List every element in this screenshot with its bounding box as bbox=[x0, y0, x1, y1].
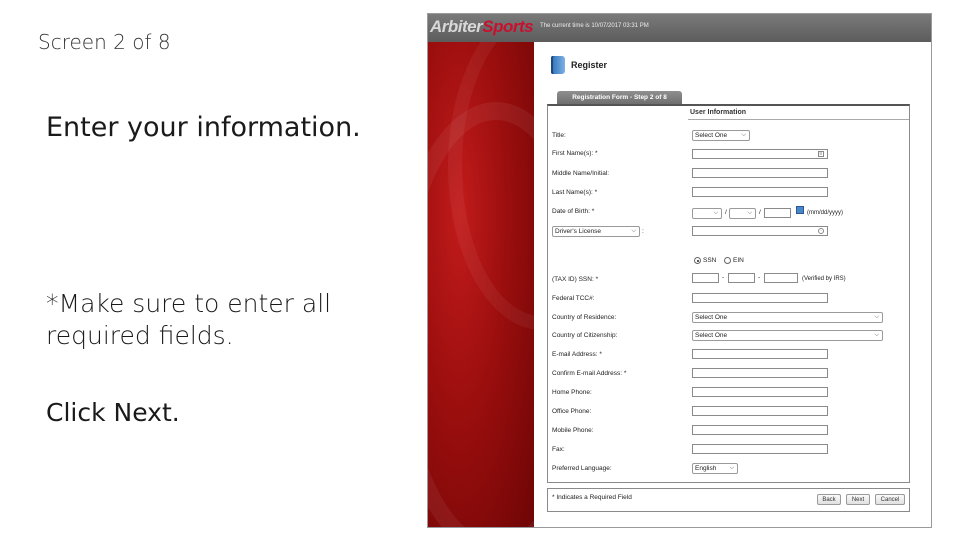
tax-id-label: (TAX ID) SSN: * bbox=[552, 276, 599, 283]
chevron-down-icon: ⌵ bbox=[874, 314, 879, 320]
office-phone-label: Office Phone: bbox=[552, 408, 592, 415]
chevron-down-icon: ⌵ bbox=[741, 132, 746, 138]
ssn-verified-note: (Verified by IRS) bbox=[802, 276, 846, 282]
side-banner bbox=[428, 42, 534, 527]
mobile-phone-input[interactable] bbox=[692, 425, 828, 435]
arbitersports-logo bbox=[430, 17, 533, 37]
cancel-button[interactable]: Cancel bbox=[875, 494, 905, 505]
current-time: The current time is 10/07/2017 03:31 PM bbox=[540, 23, 649, 29]
federal-tcc-input[interactable] bbox=[692, 293, 828, 303]
top-bar bbox=[428, 14, 931, 42]
date-separator: / bbox=[725, 209, 727, 216]
middle-name-input[interactable] bbox=[692, 168, 828, 178]
ssn-radio[interactable] bbox=[694, 257, 701, 264]
screen-counter: Screen 2 of 8 bbox=[38, 30, 171, 54]
keyboard-icon: ≡ bbox=[819, 151, 823, 157]
registration-window bbox=[427, 13, 932, 528]
country-citizenship-label: Country of Citizenship: bbox=[552, 332, 618, 339]
language-select[interactable] bbox=[692, 463, 738, 474]
last-name-label: Last Name(s): * bbox=[552, 189, 598, 196]
language-select-value: English bbox=[695, 465, 717, 472]
click-next-hint: Click Next. bbox=[46, 398, 180, 427]
form-footer bbox=[547, 488, 910, 512]
chevron-down-icon: ⌵ bbox=[713, 210, 718, 216]
title-select[interactable] bbox=[692, 130, 750, 141]
country-residence-value: Select One bbox=[695, 314, 728, 321]
date-separator: / bbox=[759, 209, 761, 216]
back-button[interactable]: Back bbox=[817, 494, 841, 505]
chevron-down-icon: ⌵ bbox=[747, 210, 752, 216]
home-phone-label: Home Phone: bbox=[552, 389, 592, 396]
ssn-option-label: SSN bbox=[703, 257, 717, 264]
id-type-select-value: Driver's License bbox=[555, 228, 602, 235]
ein-radio[interactable] bbox=[724, 257, 731, 264]
required-fields-note: *Make sure to enter all required fields. bbox=[46, 289, 332, 350]
chevron-down-icon: ⌵ bbox=[729, 465, 734, 471]
country-citizenship-select[interactable] bbox=[692, 330, 883, 341]
confirm-email-label: Confirm E-mail Address: * bbox=[552, 370, 627, 377]
section-title: User Information bbox=[690, 109, 747, 116]
ein-option-label: EIN bbox=[733, 257, 744, 264]
user-information-form bbox=[547, 104, 910, 483]
title-label: Title: bbox=[552, 132, 566, 139]
first-name-input[interactable] bbox=[692, 149, 828, 159]
last-name-input[interactable] bbox=[692, 187, 828, 197]
logo-sports: Sports bbox=[482, 17, 534, 36]
office-phone-input[interactable] bbox=[692, 406, 828, 416]
home-phone-input[interactable] bbox=[692, 387, 828, 397]
chevron-down-icon: ⌵ bbox=[631, 228, 636, 234]
mobile-phone-label: Mobile Phone: bbox=[552, 427, 594, 434]
chevron-down-icon: ⌵ bbox=[874, 332, 879, 338]
ssn-dash: - bbox=[758, 274, 761, 281]
logo-arbiter: Arbiter bbox=[430, 17, 483, 36]
confirm-email-input[interactable] bbox=[692, 368, 828, 378]
id-type-colon: : bbox=[642, 228, 644, 235]
ssn-dash: - bbox=[722, 274, 725, 281]
middle-name-label: Middle Name/Initial: bbox=[552, 170, 610, 177]
language-label: Preferred Language: bbox=[552, 465, 612, 472]
dob-year-input[interactable] bbox=[764, 208, 791, 218]
book-icon bbox=[551, 56, 565, 74]
country-residence-select[interactable] bbox=[692, 312, 883, 323]
country-residence-label: Country of Residence: bbox=[552, 314, 617, 321]
ssn-part1-input[interactable] bbox=[692, 273, 719, 283]
ssn-part3-input[interactable] bbox=[764, 273, 798, 283]
required-field-legend: * Indicates a Required Field bbox=[552, 494, 632, 501]
ssn-part2-input[interactable] bbox=[728, 273, 755, 283]
dob-label: Date of Birth: * bbox=[552, 208, 595, 215]
next-button[interactable]: Next bbox=[846, 494, 870, 505]
instruction-heading: Enter your information. bbox=[46, 112, 361, 143]
fax-label: Fax: bbox=[552, 446, 565, 453]
divider bbox=[688, 119, 909, 120]
email-label: E-mail Address: * bbox=[552, 351, 602, 358]
calendar-icon[interactable] bbox=[796, 206, 804, 214]
title-select-value: Select One bbox=[695, 132, 728, 139]
id-number-input[interactable] bbox=[692, 226, 828, 236]
dob-format-hint: (mm/dd/yyyy) bbox=[807, 210, 843, 216]
info-icon: · bbox=[818, 228, 824, 234]
country-citizenship-value: Select One bbox=[695, 332, 728, 339]
dob-month-select[interactable] bbox=[692, 208, 722, 219]
fax-input[interactable] bbox=[692, 444, 828, 454]
id-type-select[interactable] bbox=[552, 226, 640, 237]
federal-tcc-label: Federal TCC#: bbox=[552, 295, 595, 302]
first-name-label: First Name(s): * bbox=[552, 150, 598, 157]
tab-registration-step[interactable]: Registration Form - Step 2 of 8 bbox=[557, 91, 682, 105]
page-title: Register bbox=[571, 60, 608, 70]
dob-day-select[interactable] bbox=[729, 208, 756, 219]
email-input[interactable] bbox=[692, 349, 828, 359]
